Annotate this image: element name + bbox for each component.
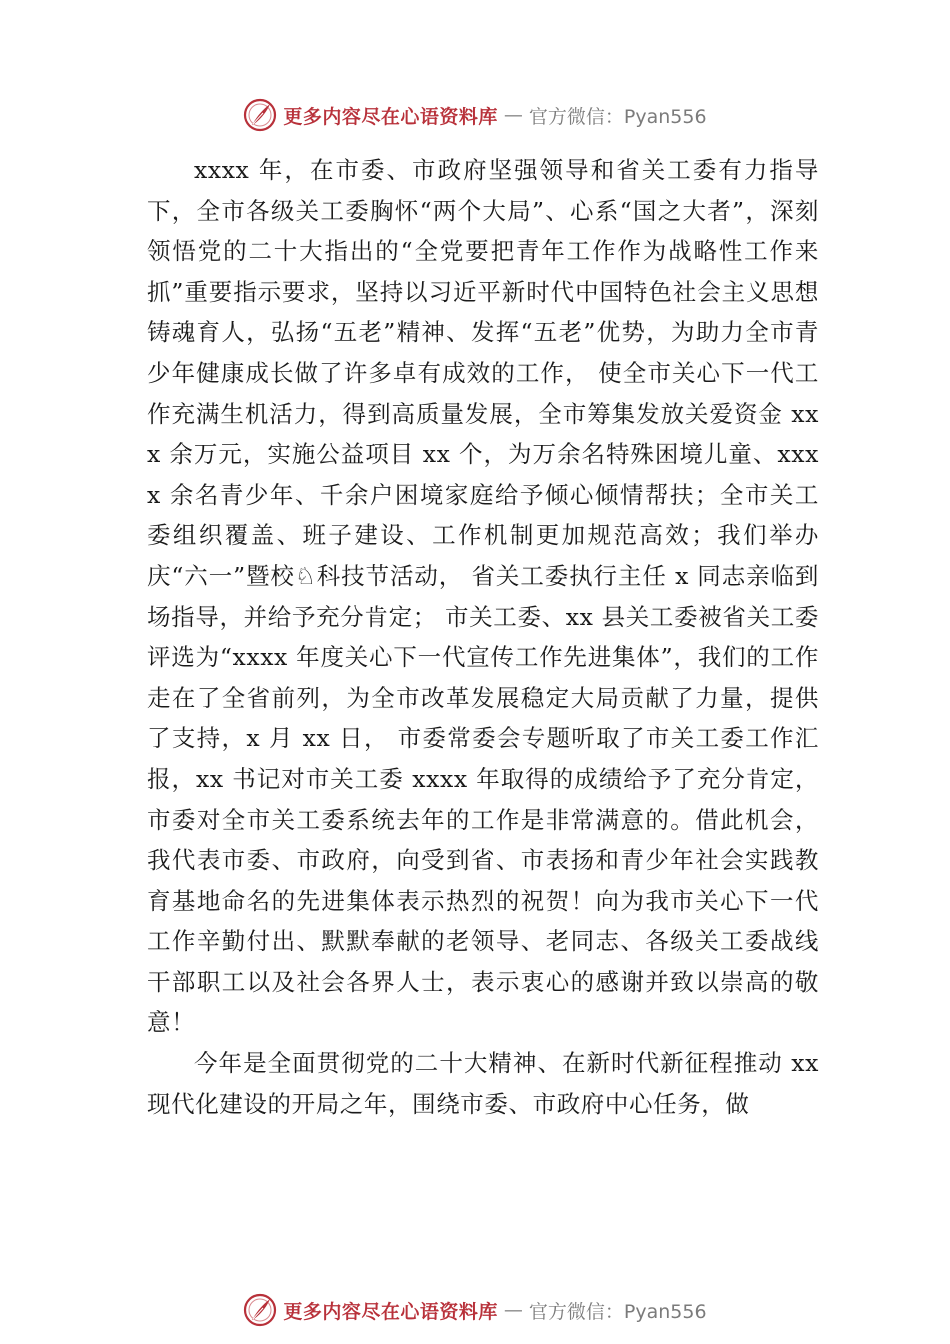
paragraph-2: 今年是全面贯彻党的二十大精神、在新时代新征程推动 xx 现代化建设的开局之年，围绕市委、市政府中心任务，做 bbox=[147, 1049, 819, 1118]
banner-wechat: 官方微信：Pyan556 bbox=[528, 105, 707, 128]
quill-pen-logo-icon bbox=[243, 98, 277, 132]
quill-pen-logo-icon bbox=[243, 1293, 277, 1327]
banner-title: 更多内容尽在心语资料库 bbox=[283, 1300, 498, 1323]
footer-banner bbox=[0, 1290, 950, 1330]
banner-dash: — bbox=[503, 104, 523, 126]
header-banner bbox=[0, 95, 950, 135]
paragraph-1: xxxx 年，在市委、市政府坚强领导和省关工委有力指导下，全市各级关工委胸怀“两个大局”、心系“国之大者”，深刻领悟党的二十大指出的“全党要把青年工作作为战略性工作来抓”重要指示要求，坚持以习近平新时代中国特色社会主义思想铸魂育人，弘扬“五老”精神、发挥“五老”优势，为助力全市青少年健康成长做了许多卓有成效的工作， 使全市关心下一代工作充满生机活力，得到高质量发展，全市筹集发放关爱资金 xxx 余万元，实施公益项目 xx 个，为万余名特殊困境儿童、xxxx 余名青少年、千余户困境家庭给予倾心倾情帮扶；全市关工委组织覆盖、班子建设、工作机制更加规范高效；我们举办庆“六一”暨校♘科技节活动， 省关工委执行主任 x 同志亲临到场指导，并给予充分肯定； 市关工委、xx 县关工委被省关工委评选为“xxxx 年度关心下一代宣传工作先进集体”，我们的工作走在了全省前列，为全市改革发展稳定大局贡献了力量，提供了支持，x 月 xx 日， 市委常委会专题听取了市关工委工作汇报，xx 书记对市关工委 xxxx 年取得的成绩给予了充分肯定，市委对全市关工委系统去年的工作是非常满意的。借此机会，我代表市委、市政府，向受到省、市表扬和青少年社会实践教育基地命名的先进集体表示热烈的祝贺！向为我市关心下一代工作辛勤付出、默默奉献的老领导、老同志、各级关工委战线干部职工以及社会各界人士，表示衷心的感谢并致以崇高的敬意！ bbox=[147, 156, 819, 1037]
banner-wechat: 官方微信：Pyan556 bbox=[528, 1300, 707, 1323]
banner-title: 更多内容尽在心语资料库 bbox=[283, 105, 498, 128]
document-body bbox=[147, 150, 819, 1124]
banner-dash: — bbox=[503, 1299, 523, 1321]
